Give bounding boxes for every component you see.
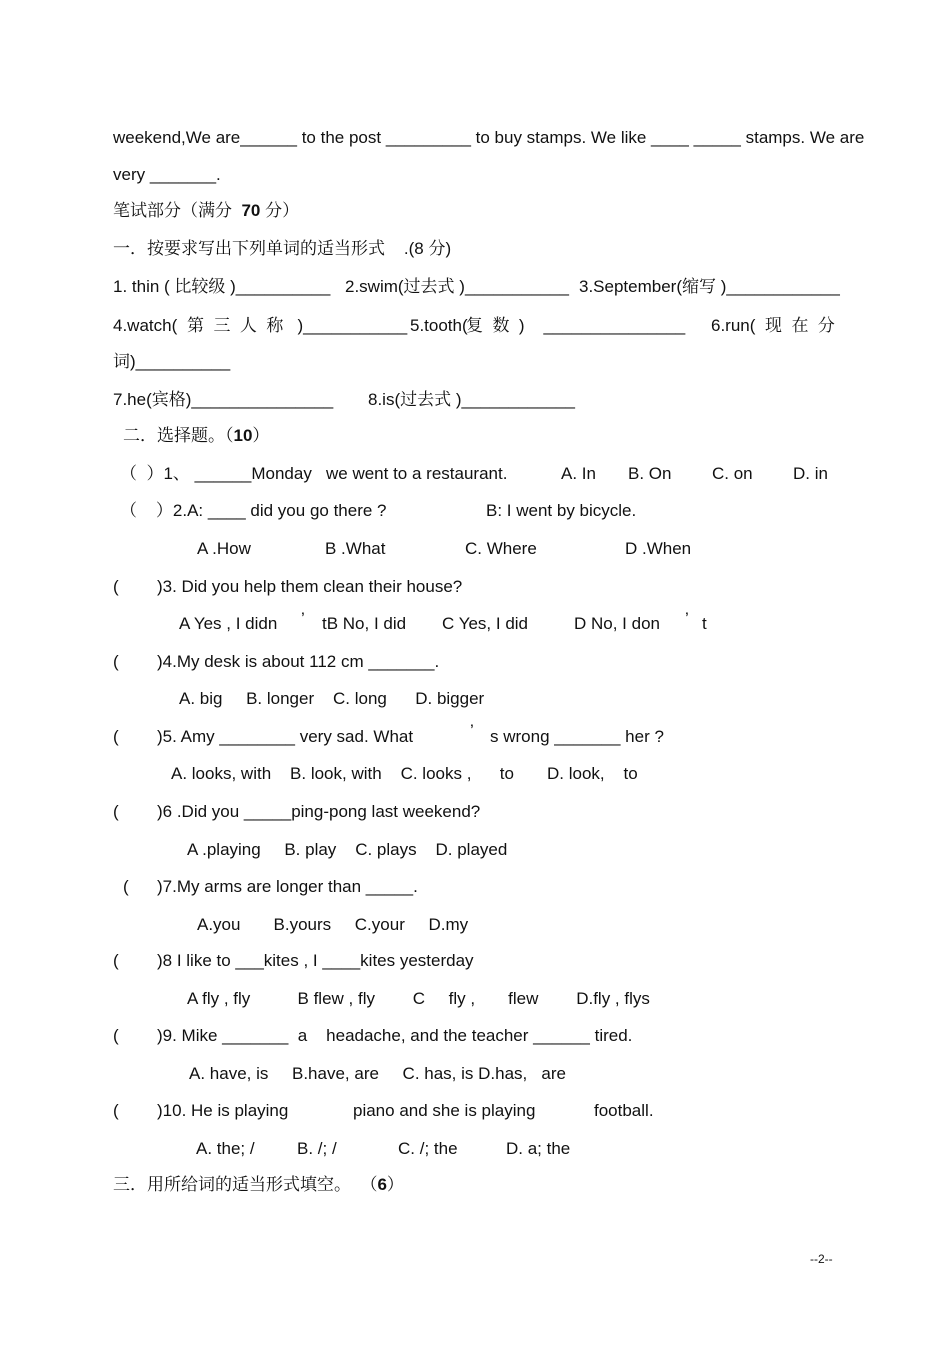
part1-q6-c: 词)__________ (113, 352, 231, 371)
page-number: --2-- (810, 1252, 833, 1266)
part2-q1-option-b: B. On (628, 464, 672, 483)
part2-q5-paren: ( (113, 727, 119, 746)
part2-q3-stem: )3. Did you help them clean their house? (157, 577, 463, 596)
part2-q8-stem: )8 I like to ___kites , I ____kites yesterday (157, 951, 474, 970)
part2-q5-apostrophe: ’ (470, 721, 474, 740)
written-section-heading (113, 200, 299, 222)
part2-q4-options: A. big B. longer C. long D. bigger (179, 689, 485, 708)
part2-q2-reply: B: I went by bicycle. (486, 501, 637, 520)
part2-q5-stem-end: s wrong _______ her ? (490, 727, 664, 746)
part2-q3-option-d-end: t (702, 614, 707, 633)
part2-q9-options: A. have, is B.have, are C. has, is D.has, are (189, 1064, 566, 1083)
part2-q7-stem: )7.My arms are longer than _____. (157, 877, 418, 896)
part2-q1-option-c: C. on (712, 464, 753, 483)
part2-q8-paren: ( (113, 951, 119, 970)
part1-title: 一．按要求写出下列单词的适当形式 .(8 分) (113, 239, 452, 258)
part1-q5-a: 5.tooth( (410, 316, 468, 335)
part2-q3-option-d: D No, I don (574, 614, 660, 633)
part2-q6-options: A .playing B. play C. plays D. played (187, 840, 508, 859)
part1-q6-a: 6.run( (711, 316, 756, 335)
part1-q7: 7.he(宾格)_______________ (113, 390, 334, 409)
part3-title-before: 三．用所给词的适当形式填空。 （ (113, 1175, 378, 1194)
part2-q2-option-b: B .What (325, 539, 386, 558)
part2-q6-stem: )6 .Did you _____ping-pong last weekend? (157, 802, 481, 821)
part1-q8: 8.is(过去式 )____________ (368, 390, 575, 409)
part2-points: 10 (233, 426, 253, 445)
part3-title-after: ） (386, 1175, 404, 1194)
part2-q8-options: A fly , fly B flew , fly C fly , flew D.fly , flys (187, 989, 650, 1008)
part1-q6-b: 现 在 分 (765, 316, 835, 335)
intro-line-2: very _______. (113, 165, 221, 184)
part2-q3-paren: ( (113, 577, 119, 596)
part2-q9-stem: )9. Mike _______ a headache, and the teacher ______ tired. (157, 1026, 633, 1045)
written-label-after: 分） (265, 201, 300, 220)
part1-q3: 3.September(缩写 )____________ (579, 277, 840, 296)
part2-q3-option-b: tB No, I did (322, 614, 407, 633)
part2-q1-option-d: D. in (793, 464, 828, 483)
part2-q10-paren: ( (113, 1101, 119, 1120)
part2-title-after: ） (252, 426, 270, 445)
part2-q1-stem: （ ）1、 ______Monday we went to a restaurant. (120, 464, 508, 483)
part2-q10-option-a: A. the; / (196, 1139, 255, 1158)
part2-q6-paren: ( (113, 802, 119, 821)
part2-q5-stem: )5. Amy ________ very sad. What (157, 727, 414, 746)
part2-q10-stem: )10. He is playing (157, 1101, 289, 1120)
part2-q3-option-a: A Yes , I didn (179, 614, 278, 633)
part1-q5-b: 复 数 ) _______________ (466, 316, 686, 335)
part2-title (123, 425, 269, 447)
part2-q2-option-d: D .When (625, 539, 692, 558)
part2-q2-option-a: A .How (197, 539, 251, 558)
part2-q10-option-b: B. /; / (297, 1139, 337, 1158)
part2-q5-options: A. looks, with B. look, with C. looks , to D. look, to (171, 764, 638, 783)
part2-q3-option-c: C Yes, I did (442, 614, 529, 633)
part2-q3-option-d-apostrophe: ’ (685, 609, 689, 628)
part2-q10-stem-end: football. (594, 1101, 654, 1120)
part1-q4-b: 第 三 人 称 )___________ (187, 316, 408, 335)
part1-q4-a: 4.watch( (113, 316, 178, 335)
part2-title-before: 二．选择题。（ (123, 426, 234, 445)
written-label-before: 笔试部分（满分 (113, 201, 232, 220)
part2-q10-stem-mid: piano and she is playing (353, 1101, 536, 1120)
part2-q2-option-c: C. Where (465, 539, 537, 558)
part2-q10-option-c: C. /; the (398, 1139, 458, 1158)
part3-points: 6 (377, 1175, 387, 1194)
intro-line-1: weekend,We are______ to the post _________ to buy stamps. We like ____ _____ stamps. We are (113, 128, 865, 147)
part2-q10-option-d: D. a; the (506, 1139, 571, 1158)
part2-q7-options: A.you B.yours C.your D.my (197, 915, 469, 934)
part2-q9-paren: ( (113, 1026, 119, 1045)
part2-q4-stem: )4.My desk is about 112 cm _______. (157, 652, 440, 671)
part3-title (113, 1174, 404, 1196)
part2-q3-apostrophe: ’ (301, 609, 305, 628)
part2-q2-stem: （ ）2.A: ____ did you go there ? (120, 501, 387, 520)
part1-q2: 2.swim(过去式 )___________ (345, 277, 569, 296)
part1-q1: 1. thin ( 比较级 )__________ (113, 277, 331, 296)
part2-q1-option-a: A. In (561, 464, 596, 483)
part2-q4-paren: ( (113, 652, 119, 671)
written-points: 70 (241, 201, 261, 220)
part2-q7-paren: ( (123, 877, 129, 896)
